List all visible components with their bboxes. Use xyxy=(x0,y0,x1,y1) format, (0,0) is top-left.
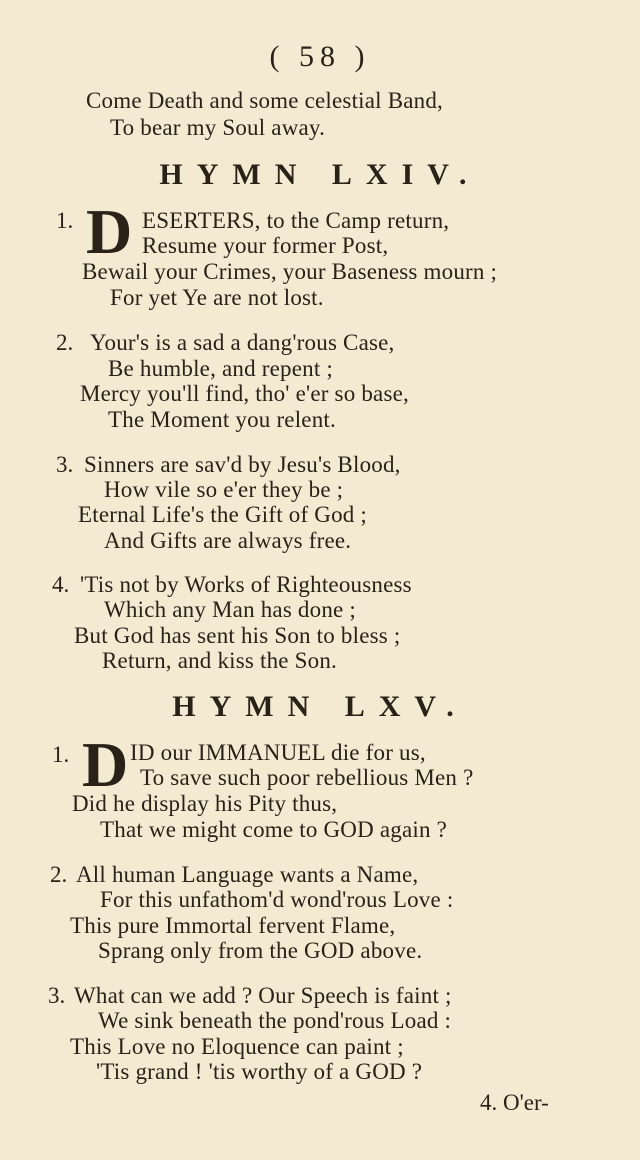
verse-line: Return, and kiss the Son. xyxy=(102,648,337,673)
stanza-number: 3. xyxy=(48,983,66,1008)
verse-line: 'Tis grand ! 'tis worthy of a GOD ? xyxy=(96,1059,423,1084)
intro-line: To bear my Soul away. xyxy=(110,115,326,140)
catchword: 4. O'er- xyxy=(480,1090,549,1115)
verse-line: For yet Ye are not lost. xyxy=(110,285,324,310)
verse-line: We sink beneath the pond'rous Load : xyxy=(98,1008,452,1033)
stanza-number: 3. xyxy=(56,452,74,477)
stanza-number: 2. xyxy=(50,862,68,887)
verse-line: ESERTERS, to the Camp return, xyxy=(142,208,450,233)
verse-line: The Moment you relent. xyxy=(108,407,336,432)
verse-line: And Gifts are always free. xyxy=(104,528,352,553)
verse-line: This Love no Eloquence can paint ; xyxy=(70,1034,404,1059)
verse-line: How vile so e'er they be ; xyxy=(104,477,344,502)
verse-line: ID our IMMANUEL die for us, xyxy=(130,740,426,765)
verse-line: To save such poor rebellious Men ? xyxy=(140,765,474,790)
verse-line: That we might come to GOD again ? xyxy=(100,817,448,842)
verse-line: Did he display his Pity thus, xyxy=(72,791,338,816)
verse-line: 'Tis not by Works of Righteousness xyxy=(80,572,412,597)
verse-line: But God has sent his Son to bless ; xyxy=(74,623,401,648)
hymn-heading: HYMN LXV. xyxy=(172,690,468,723)
verse-line: All human Language wants a Name, xyxy=(76,862,419,887)
verse-line: Eternal Life's the Gift of God ; xyxy=(78,502,368,527)
verse-line: Resume your former Post, xyxy=(142,233,389,258)
page-number: ( 58 ) xyxy=(269,40,371,73)
verse-line: Which any Man has done ; xyxy=(104,597,356,622)
stanza-number: 1. xyxy=(52,742,70,767)
verse-line: For this unfathom'd wond'rous Love : xyxy=(100,887,454,912)
drop-cap: D xyxy=(82,729,129,800)
verse-line: Bewail your Crimes, your Baseness mourn ; xyxy=(82,259,498,284)
stanza-number: 1. xyxy=(56,208,74,233)
verse-line: What can we add ? Our Speech is faint ; xyxy=(74,983,452,1008)
intro-line: Come Death and some celestial Band, xyxy=(86,88,444,113)
stanza-number: 2. xyxy=(56,330,74,355)
verse-line: Your's is a sad a dang'rous Case, xyxy=(90,330,395,355)
drop-cap: D xyxy=(86,196,133,267)
verse-line: Sprang only from the GOD above. xyxy=(98,938,423,963)
verse-line: Be humble, and repent ; xyxy=(108,356,333,381)
hymn-heading: HYMN LXIV. xyxy=(159,158,481,191)
verse-line: Sinners are sav'd by Jesu's Blood, xyxy=(84,452,401,477)
stanza-number: 4. xyxy=(52,572,70,597)
verse-line: This pure Immortal fervent Flame, xyxy=(70,913,396,938)
verse-line: Mercy you'll find, tho' e'er so base, xyxy=(80,381,409,406)
